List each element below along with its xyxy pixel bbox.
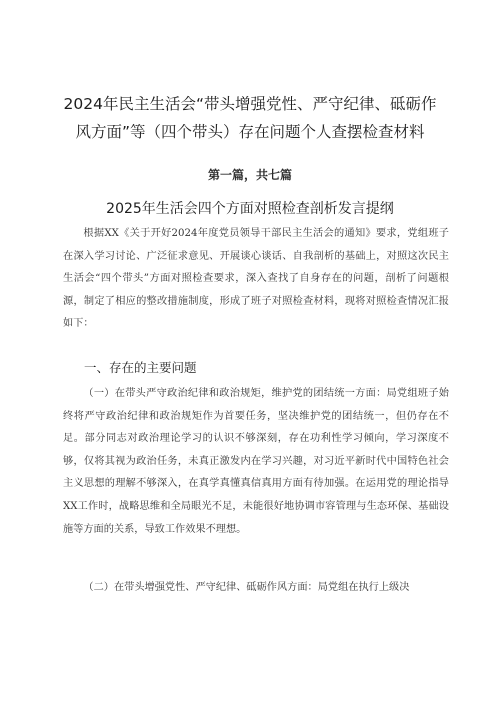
document-title-line-2: 风方面”等（四个带头）存在问题个人查摆检查材料 [75, 123, 425, 141]
section-heading-problems: 一、存在的主要问题 [84, 360, 197, 375]
document-title-line-1: 2024年民主生活会“带头增强党性、严守纪律、砥砺作 [63, 95, 437, 113]
intro-paragraph: 根据XX《关于开好2024年度党员领导干部民主生活会的通知》要求，党组班子在深入学习讨论、广泛征求意见、开展谈心谈话、自我剖析的基础上，对照这次民主生活会“四个带头”方面对照检查要求，深入查找了自身存在的问题，剖析了问题根源，制定了相应的整改措施制度，形成了班子对照检查材料，现将对照检查情况汇报如下： [63, 228, 449, 330]
document-subtitle: 2025年生活会四个方面对照检查剖析发言提纲 [106, 201, 394, 217]
section-label: 第一篇，共七篇 [207, 168, 292, 182]
document-title [60, 90, 440, 146]
paragraph-party-spirit: （二）在带头增强党性、严守纪律、砥砺作风方面：局党组在执行上级决 [83, 582, 410, 593]
paragraph-political-discipline: （一）在带头严守政治纪律和政治规矩，维护党的团结统一方面：局党组班子始终将严守政治纪律和政治规矩作为首要任务，坚决维护党的团结统一，但仍存在不足。部分同志对政治理论学习的认识不够深刻，存在功利性学习倾向，学习深度不够，仅将其视为政治任务，未真正激发内在学习兴趣，对习近平新时代中国特色社会主义思想的理解不够深入，在真学真懂真信真用方面有待加强。在运用党的理论指导XX工作时，战略思维和全局眼光不足，未能很好地协调市容管理与生态环保、基础设施等方面的关系，导致工作效果不理想。 [63, 388, 449, 535]
